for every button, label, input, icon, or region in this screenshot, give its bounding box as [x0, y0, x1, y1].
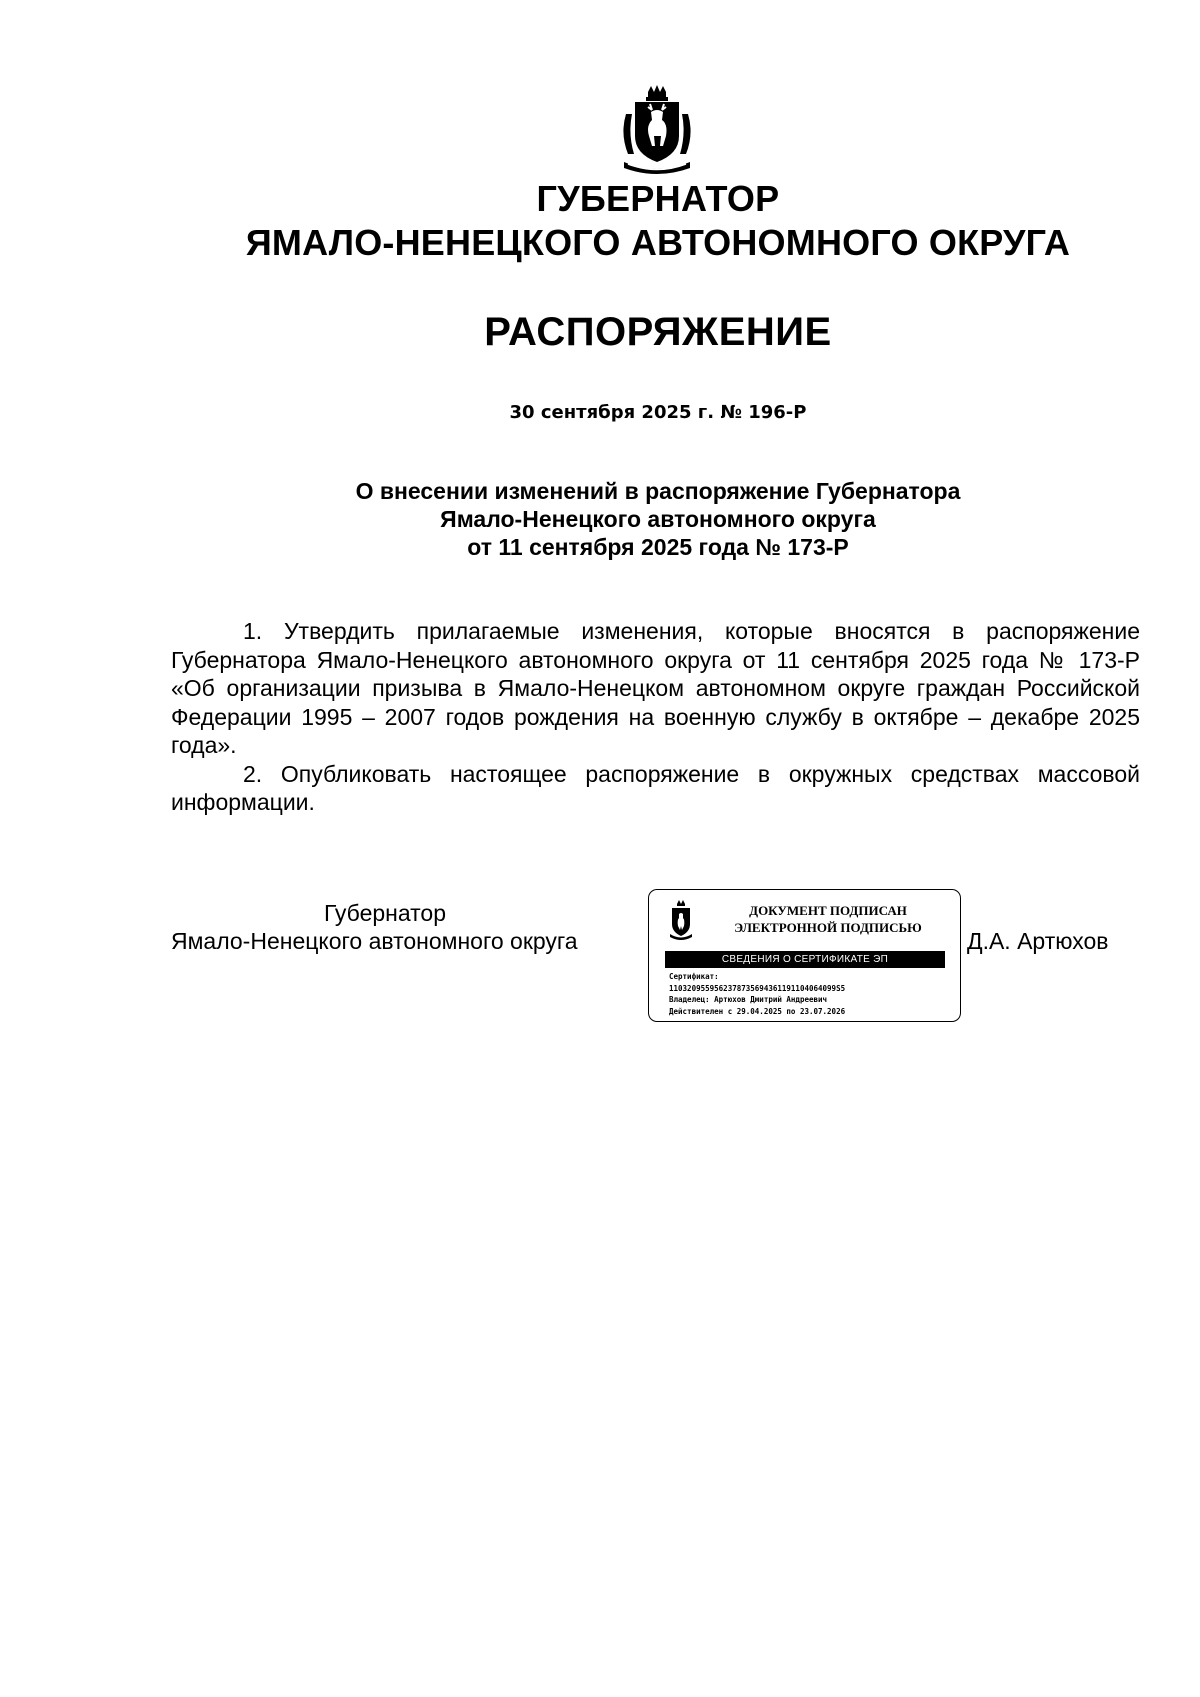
stamp-title-line: ДОКУМЕНТ ПОДПИСАН: [749, 903, 907, 918]
document-type: РАСПОРЯЖЕНИЕ: [484, 310, 832, 354]
subject-line: О внесении изменений в распоряжение Губернатора: [355, 478, 961, 504]
document-date-number: 30 сентября 2025 г. № 196-Р: [509, 402, 807, 423]
issuer-title: ГУБЕРНАТОР: [536, 178, 780, 219]
issuer-region: ЯМАЛО-НЕНЕЦКОГО АВТОНОМНОГО ОКРУГА: [245, 222, 1071, 263]
signatory-organization: Ямало-Ненецкого автономного округа: [171, 928, 578, 954]
signatory-title: Губернатор: [323, 900, 447, 926]
body-item-2: 2. Опубликовать настоящее распоряжение в окружных средствах массовой информации.: [171, 760, 1140, 815]
body-item-1: 1. Утвердить прилагаемые изменения, которые вносятся в распоряжение Губернатора Ямало-Ненецкого автономного округа от 11 сентября 2025 года № 173-Р «Об организации призыва в Ямало-Ненецком автономном округе граждан Российской Федерации 1995 – 2007 годов рождения на военную службу в октябре – декабре 2025 года».: [171, 618, 1140, 758]
coat-of-arms-icon: [618, 84, 696, 176]
document-subject: [0, 477, 1200, 561]
certificate-info: [669, 971, 845, 1017]
coat-of-arms-icon: [669, 900, 693, 940]
stamp-title-line: ЭЛЕКТРОННОЙ ПОДПИСЬЮ: [734, 920, 922, 935]
subject-line: от 11 сентября 2025 года № 173-Р: [467, 534, 849, 560]
certificate-number: 1103209559562378735694361191104064099S5: [669, 983, 846, 993]
document-body: [171, 617, 1140, 817]
certificate-owner: Владелец: Артюхов Дмитрий Андреевич: [669, 995, 828, 1004]
electronic-signature-stamp: [648, 889, 961, 1022]
stamp-title: [713, 902, 943, 936]
signatory-name: Д.А. Артюхов: [967, 928, 1109, 954]
certificate-validity: Действителен с 29.04.2025 по 23.07.2026: [669, 1006, 846, 1016]
signatory-position: [171, 899, 641, 955]
subject-line: Ямало-Ненецкого автономного округа: [440, 506, 876, 532]
certificate-label: Сертификат:: [669, 972, 719, 981]
certificate-info-bar: СВЕДЕНИЯ О СЕРТИФИКАТЕ ЭП: [665, 951, 945, 968]
